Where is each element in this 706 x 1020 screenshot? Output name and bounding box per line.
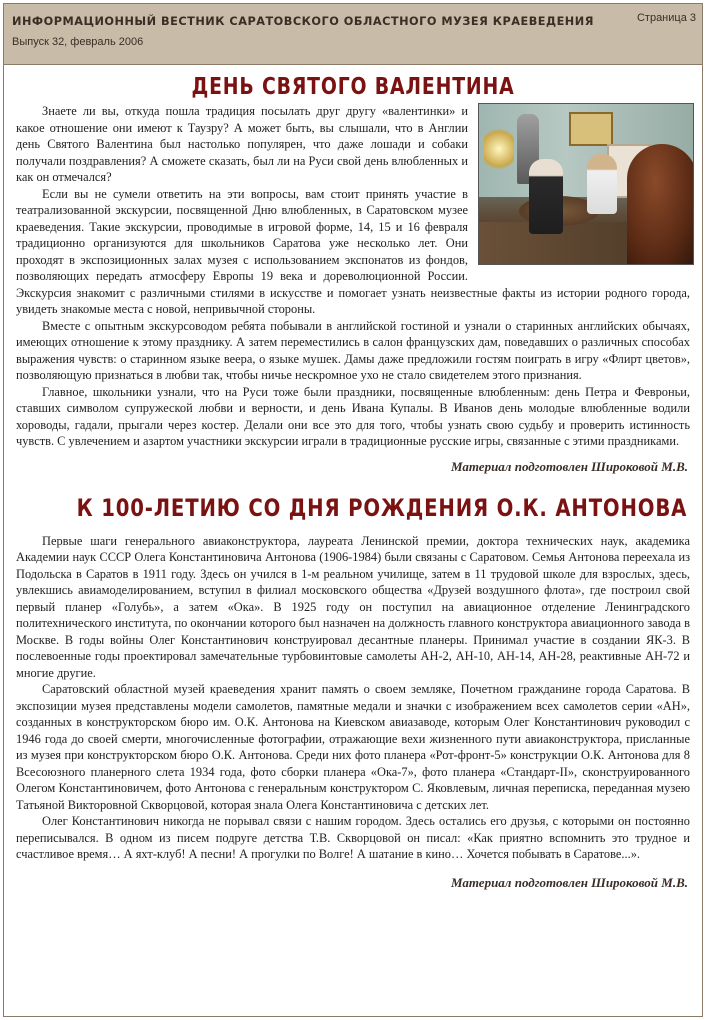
article-paragraph: Знаете ли вы, откуда пошла традиция посылать друг другу «валентинки» и какое отношение они имеют к Таузру? А может быть, вы слышали, что в Англии день Святого Валентина был настолько популярен, что даже лошади и собаки получали поздравления? А сможете сказать, был ли на Руси свой день влюбленных и как он отмечался? xyxy=(16,104,468,184)
article-title: ДЕНЬ СВЯТОГО ВАЛЕНТИНА xyxy=(191,74,515,100)
article-paragraph: Вместе с опытным экскурсоводом ребята побывали в английской гостиной и узнали о старинных английских обычаях, имеющих отношение к этому празднику. А затем переместились в салон французских дам, поведавших о различных способах выражения чувств: о старинном языке веера, о языке мушек. Дамы даже предложили гостям поиграть в игру «Флирт цветов», позволяющую признаться в любви так, чтобы ничье нескромное ухо не стало свидетелем этого признания. xyxy=(16,318,690,382)
article-paragraph: Саратовский областной музей краеведения хранит память о своем земляке, Почетном гражданине города Саратова. В экспозиции музея представлены модели самолетов, памятные медали и значки с изображением всех самолетов серии «АН», созданных в конструкторском бюро им. О.К. Антонова на Киевском авиазаводе, которым Олег Константинович руководил с 1946 года до своей смерти, многочисленные фотографии, отражающие вехи жизненного пути авиаконструктора, присланные из музея при конструкторском бюро О.К. Антонова. Среди них фото планера «Рот-фронт-5» конструкции О.К. Антонова для 8 Всесоюзного планерного слета 1934 года, фото сборки планера «Ока-7», фото планера «Стандарт-II», сконструированного Олегом Константиновичем, фото Антонова с генеральным конструктором С. Яковлевым, личная переписка, переданная музею Татьяной Викторовной Скворцовой, которая знала Олега Константиновича с детских лет. xyxy=(16,682,690,812)
newsletter-title: ИНФОРМАЦИОННЫЙ ВЕСТНИК САРАТОВСКОГО ОБЛАСТНОГО МУЗЕЯ КРАЕВЕДЕНИЯ xyxy=(12,15,594,28)
article-paragraph: Если вы не сумели ответить на эти вопросы, вам стоит принять участие в театрализованной экскурсии, посвященной Дню влюбленных, в Саратовском музее краеведения. Такие экскурсии, проводимые в игровой форме, 14, 15 и 16 февраля традиционно организуются для школьников Саратова уже несколько лет. Они проходят в экспозиционных залах музея с использованием экспонатов из фондов, позволяющих передать атмосферу Европы 19 века и дореволюционной России. Экскурсия знакомит с различными стилями в искусстве и помогает узнать неизвестные факты из истории родного города, увидеть знакомые места с новой, непривычной стороны. xyxy=(16,186,690,316)
newsletter-page xyxy=(3,3,703,1017)
page-content xyxy=(4,65,702,891)
article-author: Материал подготовлен Широковой М.В. xyxy=(450,874,688,890)
article-valentine xyxy=(16,65,690,481)
page-header xyxy=(4,4,702,65)
page-number: Страница 3 xyxy=(636,12,696,24)
article-author: Материал подготовлен Широковой М.В. xyxy=(450,458,688,474)
article-antonov xyxy=(16,481,690,891)
article-paragraph: Олег Константинович никогда не порывал связи с нашим городом. Здесь остались его друзья, с которыми он постоянно переписывался. В одном из писем подруге детства Т.В. Скворцовой он писал: «Как приятно вспомнить это трудное и счастливое время… А яхт-клуб! А песни! А прогулки по Волге! А шатание в кино… Хочется побывать в Саратове...». xyxy=(16,814,690,861)
excursion-photo xyxy=(478,103,694,265)
article-title: К 100-ЛЕТИЮ СО ДНЯ РОЖДЕНИЯ О.К. АНТОНОВА xyxy=(76,493,688,522)
article-paragraph: Главное, школьники узнали, что на Руси тоже были праздники, посвященные влюбленным: день Петра и Февроньи, ставших символом супружеской любви и верности, и день Ивана Купалы. В Иванов день молодые влюбленные водили хороводы, гадали, прыгали через костер. Делали они все это для того, чтобы узнать свою судьбу и проверить истинность чувств. С увлечением и азартом участники экскурсии играли в традиционные русские игры, связанные с этими праздниками. xyxy=(16,384,690,448)
issue-label: Выпуск 32, февраль 2006 xyxy=(12,36,144,48)
article-paragraph: Первые шаги генерального авиаконструктора, лауреата Ленинской премии, доктора технических наук, академика Академии наук СССР Олега Константиновича Антонова (1906-1984) были связаны с Саратовом. Семья Антонова переехала из Подольска в Саратов в 1911 году. Здесь он учился в 1-м реальном училище, затем в 11 трудовой школе для взрослых, здесь, увлекшись авиамоделированием, вступил в филиал московского общества «Друзей воздушного флота», где построил свой первый планер «Голубь», а затем «Ока». В 1925 году он поступил на авиационное отделение Ленинградского политехнического института, по окончании которого был назначен на должность главного конструктора авиационного завода в Москве. В годы войны Олег Константинович конструировал десантные планеры. Принимал участие в создании ЯК-3. В послевоенные годы проектировал замечательные турбовинтовые самолеты АН-2, АН-10, АН-14, АН-28, реактивные АН-72 и многие другие. xyxy=(16,533,690,680)
